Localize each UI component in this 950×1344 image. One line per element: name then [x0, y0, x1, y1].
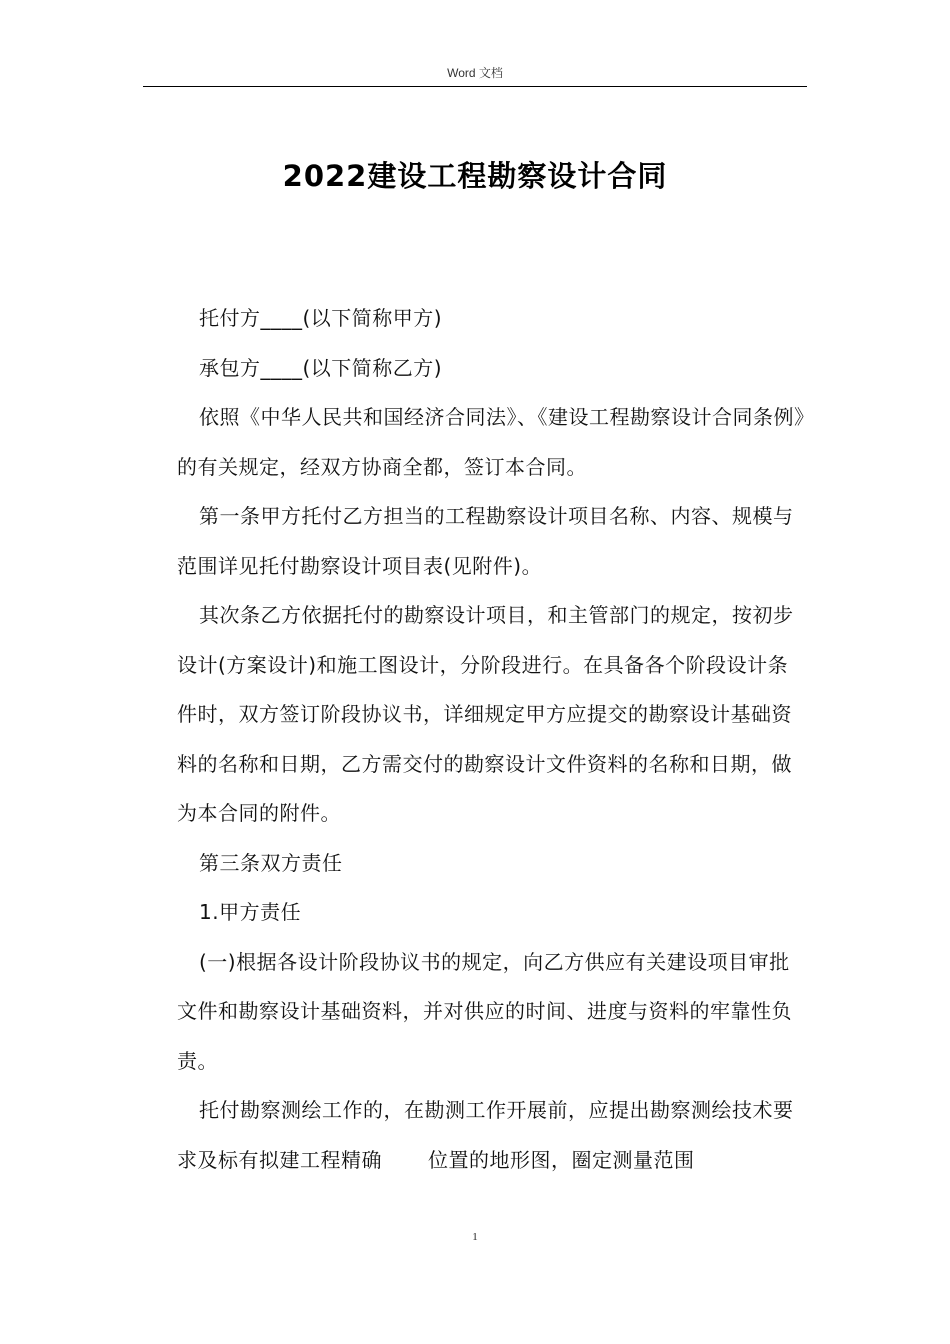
document-body: [177, 294, 807, 1185]
paragraph-legal-basis: 依照《中华人民共和国经济合同法》、《建设工程勘察设计合同条例》的有关规定，经双方协商全都，签订本合同。: [177, 405, 805, 479]
paragraph-article-2: 其次条乙方依据托付的勘察设计项目，和主管部门的规定，按初步设计(方案设计)和施工图设计，分阶段进行。在具备各个阶段设计条件时，双方签订阶段协议书，详细规定甲方应提交的勘察设计基础资料的名称和日期，乙方需交付的勘察设计文件资料的名称和日期，做为本合同的附件。: [177, 603, 794, 825]
survey-requirements-tail: 位置的地形图，圈定测量范围: [428, 1147, 695, 1172]
paragraph-party-a-heading: 1.甲方责任: [199, 900, 302, 924]
document-title: 2022建设工程勘察设计合同: [282, 159, 668, 193]
page-header: Word 文档: [447, 66, 503, 80]
page-number: 1: [472, 1231, 478, 1243]
paragraph-survey-requirements: [177, 1086, 807, 1185]
paragraph-client: 托付方____(以下简称甲方): [199, 306, 443, 330]
paragraph-article-1: 第一条甲方托付乙方担当的工程勘察设计项目名称、内容、规模与范围详见托付勘察设计项目表(见附件)。: [177, 504, 794, 578]
paragraph-party-a-item-1: (一)根据各设计阶段协议书的规定，向乙方供应有关建设项目审批文件和勘察设计基础资料，并对供应的时间、进度与资料的牢靠性负责。: [177, 949, 792, 1073]
paragraph-article-3-heading: 第三条双方责任: [199, 850, 343, 875]
survey-requirements-text: 托付勘察测绘工作的，在勘测工作开展前，应提出勘察测绘技术要求及标有拟建工程精确: [177, 1098, 794, 1172]
header-divider: [143, 86, 807, 87]
paragraph-contractor: 承包方____(以下简称乙方): [199, 355, 443, 380]
